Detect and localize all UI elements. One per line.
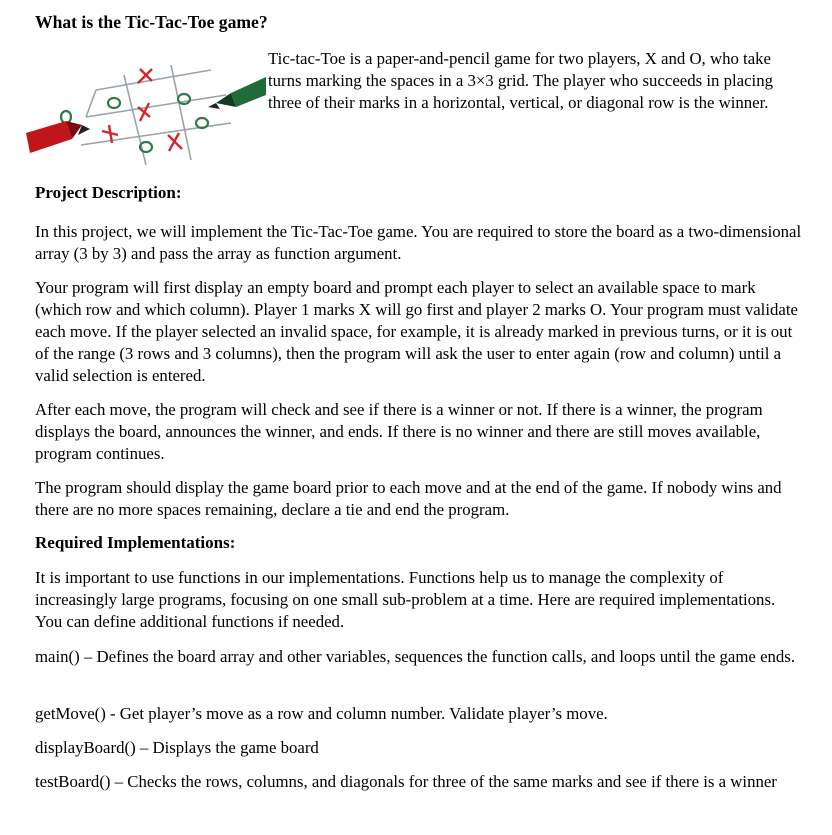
green-marker: [208, 77, 266, 109]
paragraph-6: main() – Defines the board array and other variables, sequences the function calls, and loops until the game ends.: [35, 647, 796, 666]
section-title-required-implementations: Required Implementations:: [35, 533, 236, 552]
section-title-project-description: Project Description:: [35, 183, 182, 202]
paragraph-3: After each move, the program will check and see if there is a winner or not. If there is a winner, the program displays the board, announces the winner, and ends. If there is no winner and there are still moves available, program continues.: [35, 400, 763, 463]
board-grid: [81, 65, 231, 165]
paragraph-4: The program should display the game board prior to each move and at the end of the game. If nobody wins and there are no more spaces remaining, declare a tie and end the program.: [35, 478, 782, 519]
paragraph-5: It is important to use functions in our implementations. Functions help us to manage the complexity of increasingly large programs, focusing on one small sub-problem at a time. Here are required implementations. You can define additional functions if needed.: [35, 568, 776, 631]
paragraph-7: getMove() - Get player’s move as a row and column number. Validate player’s move.: [35, 704, 608, 723]
paragraph-1: In this project, we will implement the Tic-Tac-Toe game. You are required to store the board as a two-dimensional array (3 by 3) and pass the array as function argument.: [35, 222, 802, 263]
o-marks: [61, 94, 208, 152]
tic-tac-toe-board-with-markers-image: [26, 55, 266, 175]
paragraph-9: testBoard() – Checks the rows, columns, and diagonals for three of the same marks and see if there is a winner: [35, 772, 777, 791]
red-marker: [26, 121, 90, 153]
page-title: What is the Tic-Tac-Toe game?: [35, 12, 268, 32]
paragraph-2: Your program will first display an empty board and prompt each player to select an available space to mark (which row and which column). Player 1 marks X will go first and player 2 marks O. Your program must validate each move. If the player selected an invalid space, for example, it is already marked in previous turns, or it is out of the range (3 rows and 3 columns), then the program will ask the user to enter again (row and column) until a valid selection is entered.: [35, 278, 798, 385]
intro-paragraph: Tic-tac-Toe is a paper-and-pencil game for two players, X and O, who take turns marking the spaces in a 3×3 grid. The player who succeeds in placing three of their marks in a horizontal, vertical, or diagonal row is the winner.: [268, 49, 773, 112]
paragraph-8: displayBoard() – Displays the game board: [35, 738, 319, 757]
